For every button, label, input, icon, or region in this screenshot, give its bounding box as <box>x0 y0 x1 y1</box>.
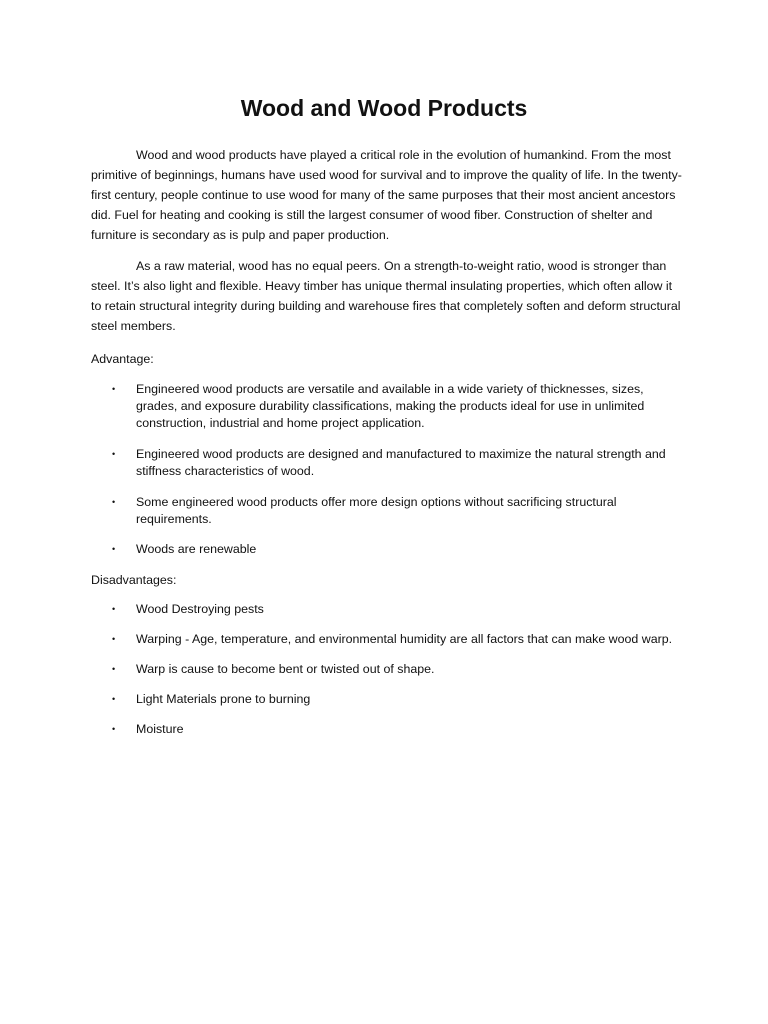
bullet-icon: • <box>112 694 116 704</box>
list-item-text: Warp is cause to become bent or twisted out of shape. <box>136 662 435 676</box>
list-item <box>91 601 685 618</box>
advantages-list <box>91 381 685 558</box>
list-item <box>91 661 685 678</box>
document-title: Wood and Wood Products <box>240 95 528 121</box>
bullet-icon: • <box>112 497 116 507</box>
bullet-icon: • <box>112 384 116 394</box>
paragraph-1 <box>91 145 685 245</box>
list-item <box>91 691 685 708</box>
bullet-icon: • <box>112 664 116 674</box>
bullet-icon: • <box>112 449 116 459</box>
list-item-text: Moisture <box>136 722 184 736</box>
list-item-text: Wood Destroying pests <box>136 602 264 616</box>
list-item-text: Woods are renewable <box>136 542 257 556</box>
paragraph-text: As a raw material, wood has no equal peers. On a strength-to-weight ratio, wood is stronger than steel. It’s also light and flexible. Heavy timber has unique thermal insulating properties, which often allow it to retain structural integrity during building and warehouse fires that completely soften and deform structural steel members. <box>91 259 681 333</box>
list-item <box>91 541 685 558</box>
bullet-icon: • <box>112 634 116 644</box>
advantages-heading: Advantage: <box>91 352 154 366</box>
list-item-text: Engineered wood products are designed and manufactured to maximize the natural strength and stiffness characteristics of wood. <box>136 447 666 478</box>
disadvantages-heading: Disadvantages: <box>91 573 177 587</box>
list-item <box>91 381 685 432</box>
list-item-text: Engineered wood products are versatile and available in a wide variety of thicknesses, sizes, grades, and exposure durability classifications, making the products ideal for use in unlimited construction, industrial and home project application. <box>136 382 645 430</box>
list-item-text: Some engineered wood products offer more design options without sacrificing structural requirements. <box>136 495 617 526</box>
list-item-text: Warping - Age, temperature, and environmental humidity are all factors that can make wood warp. <box>136 632 673 646</box>
paragraph-text: Wood and wood products have played a critical role in the evolution of humankind. From the most primitive of beginnings, humans have used wood for survival and to improve the quality of life. In the twenty-first century, people continue to use wood for many of the same purposes that their most ancient ancestors did. Fuel for heating and cooking is still the largest consumer of wood fiber. Construction of shelter and furniture is secondary as is pulp and paper production. <box>91 148 682 242</box>
list-item-text: Light Materials prone to burning <box>136 692 311 706</box>
list-item <box>91 721 685 738</box>
list-item <box>91 631 685 648</box>
list-item <box>91 494 685 528</box>
paragraph-2 <box>91 256 685 336</box>
disadvantages-list <box>91 601 685 751</box>
bullet-icon: • <box>112 544 116 554</box>
bullet-icon: • <box>112 724 116 734</box>
bullet-icon: • <box>112 604 116 614</box>
list-item <box>91 446 685 480</box>
